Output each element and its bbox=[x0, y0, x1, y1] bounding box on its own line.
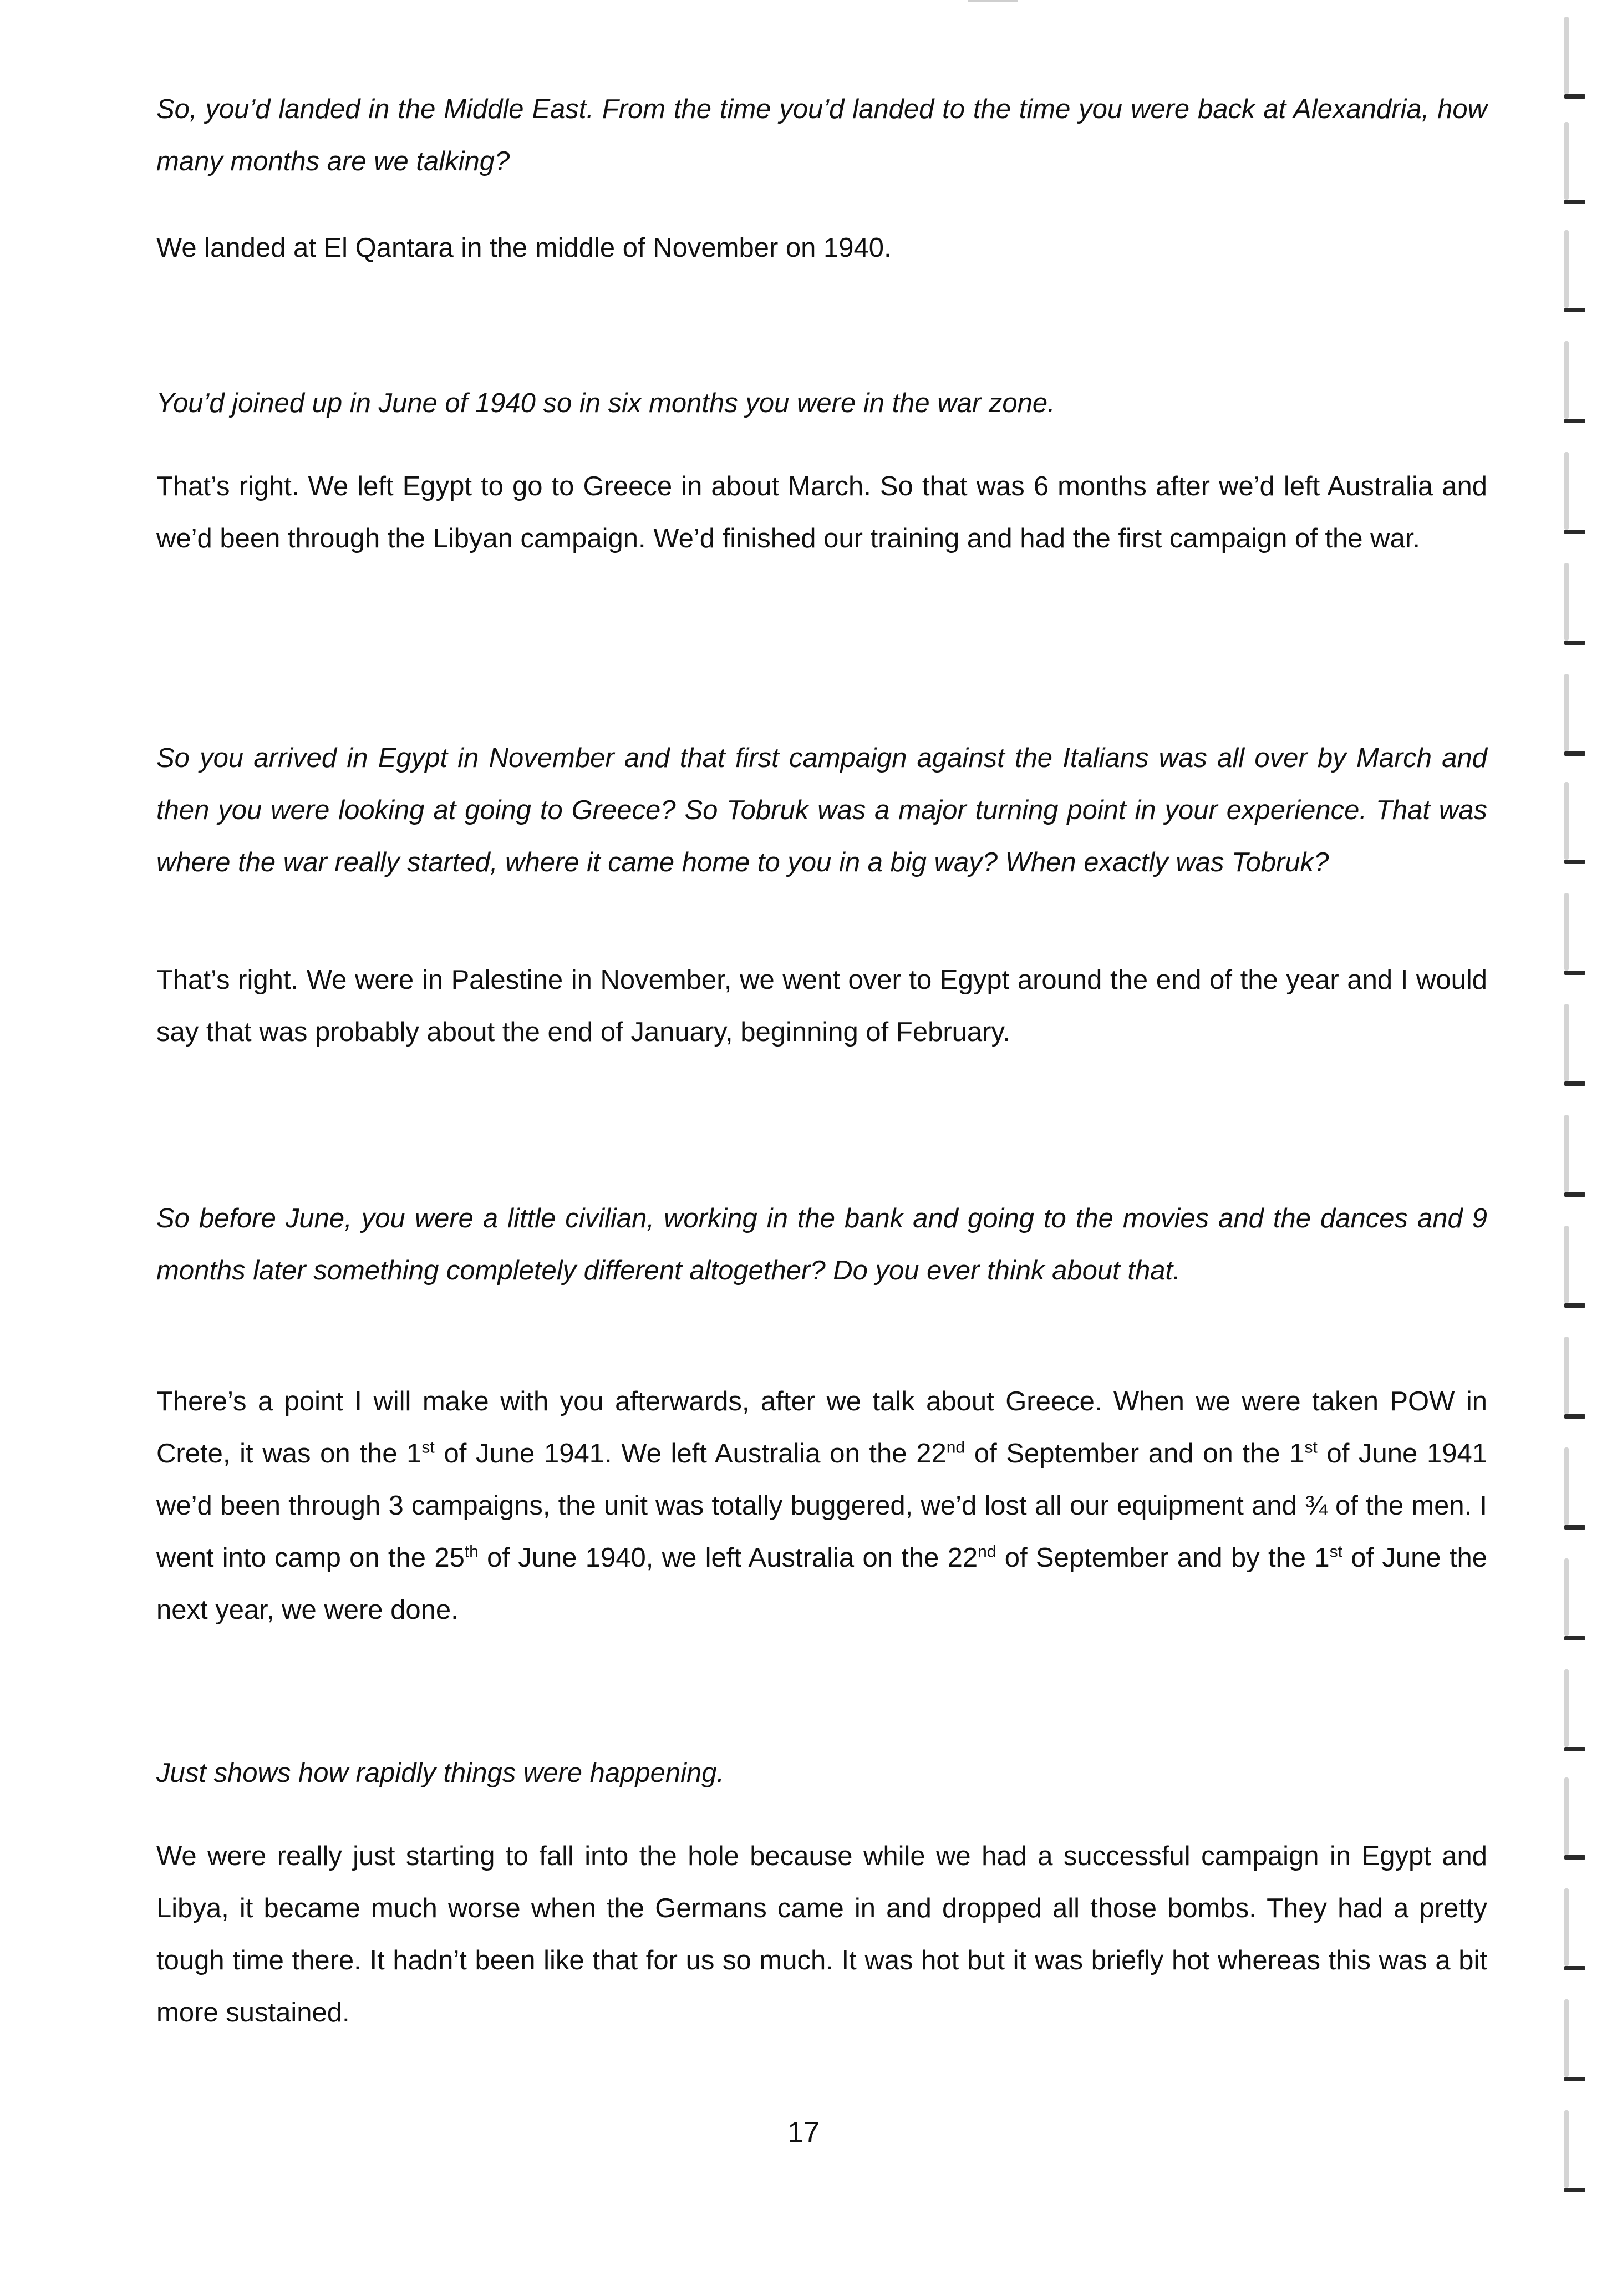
paragraph-text: of September and by the 1 bbox=[996, 1543, 1330, 1573]
paragraph-text: So before June, you were a little civilian, working in the bank and going to the movies and the dances and 9 months later something completely different altogether? Do you ever think about that. bbox=[156, 1203, 1487, 1286]
page-number: 17 bbox=[787, 2116, 820, 2148]
ordinal-suffix: st bbox=[421, 1438, 435, 1457]
paragraph-answer-3 bbox=[156, 954, 1487, 1058]
paragraph-question-3 bbox=[156, 732, 1487, 888]
paragraph-text: There’s a point I will make with you afterwards, after we talk about Greece. When we were taken POW in Crete, it was on the 1 bbox=[156, 1386, 1487, 1469]
paragraph-text: of June 1941. We left Australia on the 22 bbox=[434, 1439, 947, 1469]
paragraph-text: of June 1940, we left Australia on the 22 bbox=[478, 1543, 978, 1573]
paragraph-text: of September and on the 1 bbox=[965, 1439, 1305, 1469]
binding-mark bbox=[1561, 1558, 1585, 1642]
paragraph-answer-4 bbox=[156, 1375, 1487, 1636]
paragraph-text: of June the next year, we were done. bbox=[156, 1543, 1487, 1625]
binding-mark bbox=[1561, 563, 1585, 646]
binding-mark bbox=[1561, 674, 1585, 757]
paragraph-text: of June 1941 we’d been through 3 campaigns, the unit was totally buggered, we’d lost all our equipment and ¾ of the men. I went into camp on the 25 bbox=[156, 1439, 1487, 1573]
paragraph-text: That’s right. We were in Palestine in November, we went over to Egypt around the end of the year and I would say that was probably about the end of January, beginning of February. bbox=[156, 965, 1487, 1047]
binding-mark bbox=[1561, 1115, 1585, 1198]
paragraph-question-5 bbox=[156, 1747, 1487, 1799]
binding-mark bbox=[1561, 1888, 1585, 1972]
binding-mark bbox=[1561, 1999, 1585, 2082]
paragraph-text: Just shows how rapidly things were happening. bbox=[156, 1758, 725, 1788]
binding-mark bbox=[1561, 1337, 1585, 1420]
paragraph-text: We landed at El Qantara in the middle of November on 1940. bbox=[156, 233, 892, 263]
paragraph-question-4 bbox=[156, 1192, 1487, 1297]
binding-mark bbox=[1561, 1777, 1585, 1861]
binding-mark bbox=[1561, 1004, 1585, 1087]
paragraph-question-1 bbox=[156, 83, 1487, 187]
ordinal-suffix: nd bbox=[978, 1542, 996, 1561]
binding-mark bbox=[1561, 17, 1585, 100]
paragraph-text: That’s right. We left Egypt to go to Greece in about March. So that was 6 months after we’d left Australia and we’d been through the Libyan campaign. We’d finished our training and had the first campaign of the war. bbox=[156, 471, 1487, 553]
paragraph-answer-5 bbox=[156, 1830, 1487, 2039]
binding-mark bbox=[1561, 341, 1585, 424]
binding-mark bbox=[1561, 893, 1585, 976]
binding-mark bbox=[1561, 2110, 1585, 2193]
ordinal-suffix: nd bbox=[946, 1438, 965, 1457]
paragraph-answer-1 bbox=[156, 222, 1487, 274]
ordinal-suffix: st bbox=[1304, 1438, 1318, 1457]
binding-mark bbox=[1561, 452, 1585, 535]
binding-marks bbox=[1561, 0, 1594, 2296]
binding-mark bbox=[1561, 122, 1585, 205]
binding-mark bbox=[1561, 1226, 1585, 1309]
scan-artifact-rule bbox=[968, 0, 1018, 2]
ordinal-suffix: st bbox=[1329, 1542, 1342, 1561]
binding-mark bbox=[1561, 1669, 1585, 1753]
paragraph-text: So you arrived in Egypt in November and that first campaign against the Italians was all over by March and then you were looking at going to Greece? So Tobruk was a major turning point in your experience. That was where the war really started, where it came home to you in a big way? When exactly was Tobruk? bbox=[156, 743, 1487, 877]
paragraph-answer-2 bbox=[156, 460, 1487, 565]
ordinal-suffix: th bbox=[464, 1542, 479, 1561]
binding-mark bbox=[1561, 782, 1585, 865]
binding-mark bbox=[1561, 1447, 1585, 1531]
binding-mark bbox=[1561, 230, 1585, 313]
paragraph-question-2 bbox=[156, 377, 1487, 429]
paragraph-text: You’d joined up in June of 1940 so in six months you were in the war zone. bbox=[156, 388, 1055, 418]
paragraph-text: We were really just starting to fall into the hole because while we had a successful campaign in Egypt and Libya, it became much worse when the Germans came in and dropped all those bombs. They had a pretty tough time there. It hadn’t been like that for us so much. It was hot but it was briefly hot whereas this was a bit more sustained. bbox=[156, 1841, 1487, 2028]
paragraph-text: So, you’d landed in the Middle East. From the time you’d landed to the time you were back at Alexandria, how many months are we talking? bbox=[156, 94, 1487, 176]
